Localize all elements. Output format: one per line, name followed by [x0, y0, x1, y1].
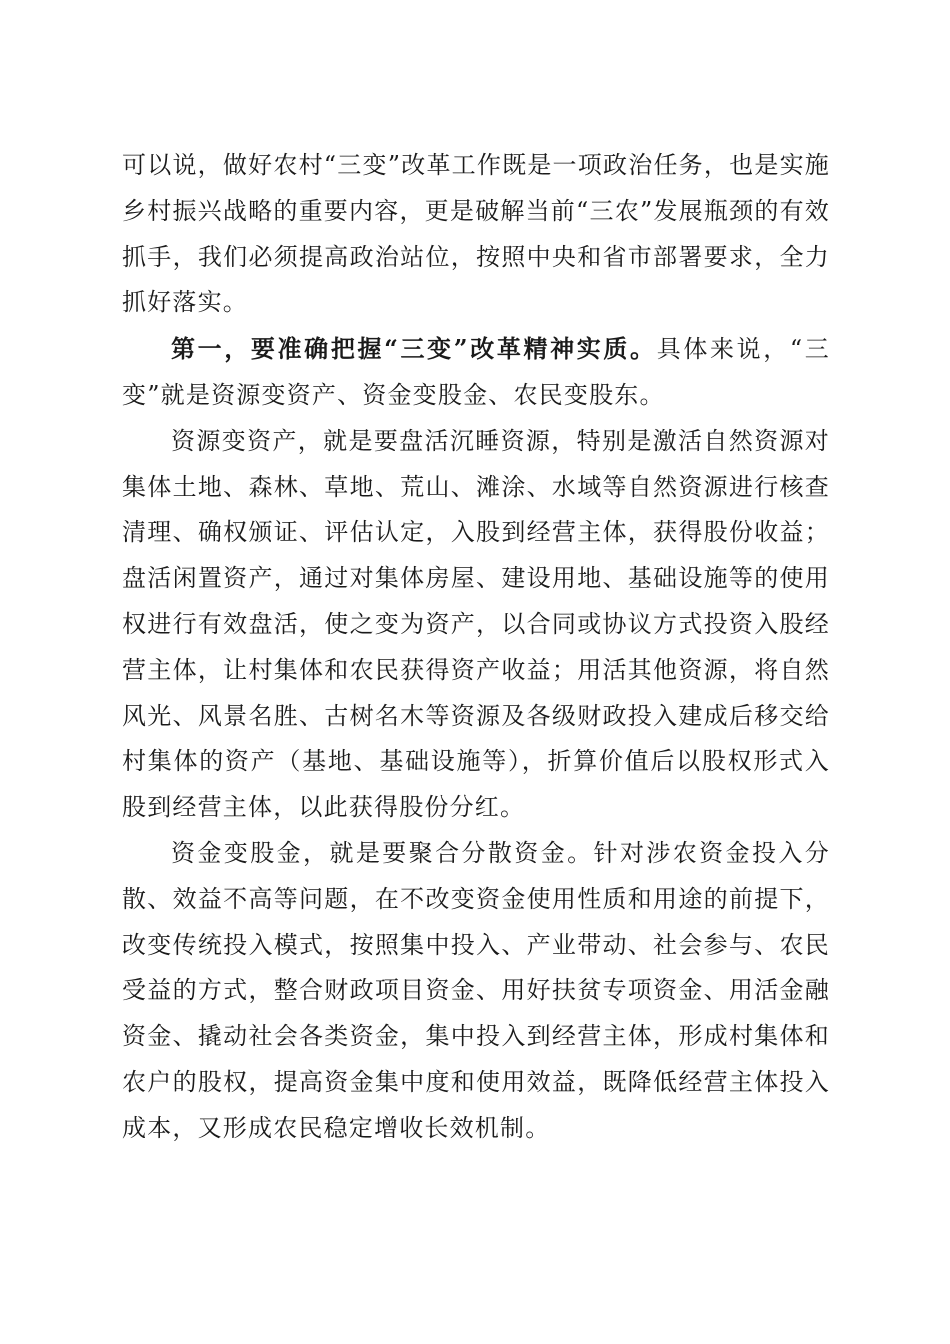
- paragraph-text: 资金变股金，就是要聚合分散资金。针对涉农资金投入分散、效益不高等问题，在不改变资金使用性质和用途的前提下，改变传统投入模式，按照集中投入、产业带动、社会参与、农民受益的方式，整合财政项目资金、用好扶贫专项资金、用活金融资金、撬动社会各类资金，集中投入到经营主体，形成村集体和农户的股权，提高资金集中度和使用效益，既降低经营主体投入成本，又形成农民稳定增收长效机制。: [122, 838, 830, 1142]
- section-heading: 第一，要准确把握“三变”改革精神实质。: [171, 334, 657, 364]
- paragraph-funds-to-shares: [122, 831, 830, 1152]
- paragraph-text: 可以说，做好农村“三变”改革工作既是一项政治任务，也是实施乡村振兴战略的重要内容，更是破解当前“三农”发展瓶颈的有效抓手，我们必须提高政治站位，按照中央和省市部署要求，全力抓好落实。: [122, 151, 830, 317]
- paragraph-text: 资源变资产，就是要盘活沉睡资源，特别是激活自然资源对集体土地、森林、草地、荒山、滩涂、水域等自然资源进行核查清理、确权颁证、评估认定，入股到经营主体，获得股份收益；盘活闲置资产，通过对集体房屋、建设用地、基础设施等的使用权进行有效盘活，使之变为资产，以合同或协议方式投资入股经营主体，让村集体和农民获得资产收益；用活其他资源，将自然风光、风景名胜、古树名木等资源及各级财政投入建成后移交给村集体的资产（基地、基础设施等），折算价值后以股权形式入股到经营主体，以此获得股份分红。: [122, 426, 830, 822]
- paragraph-section-one: [122, 326, 830, 419]
- paragraph-conclusion: [122, 143, 830, 326]
- paragraph-text: 具体来说，“三变”就是资源变资产、资金变股金、农民变股东。: [122, 335, 830, 409]
- document-body: [122, 143, 830, 1152]
- paragraph-resources-to-assets: [122, 419, 830, 831]
